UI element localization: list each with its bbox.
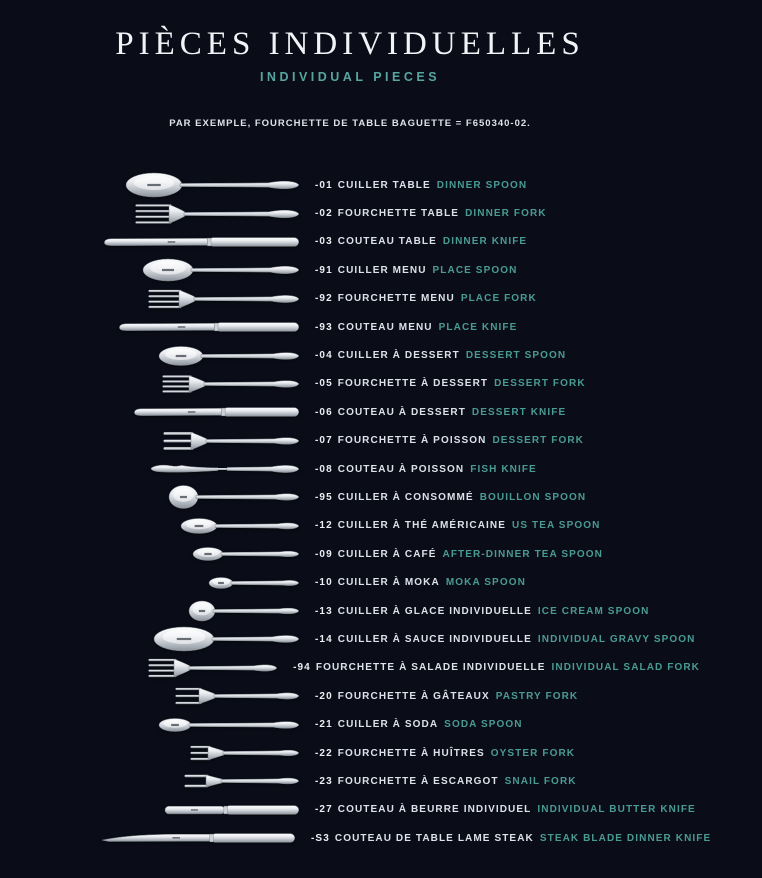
item-code: -22 — [315, 747, 333, 759]
cutlery-image-cell — [100, 739, 300, 767]
item-label — [315, 492, 586, 503]
item-code: -02 — [315, 208, 333, 220]
item-name-french: CUILLER À SODA — [337, 719, 439, 731]
steak-knife-icon — [100, 824, 296, 852]
item-name-french: COUTEAU À DESSERT — [337, 406, 466, 418]
item-code: -05 — [315, 378, 333, 390]
item-label — [315, 634, 695, 645]
list-item — [100, 625, 700, 653]
dessert-fork-icon — [162, 370, 300, 398]
item-name-french: COUTEAU MENU — [337, 321, 433, 333]
item-name-english: DESSERT SPOON — [465, 350, 567, 362]
item-code: -06 — [315, 406, 333, 418]
item-name-french: CUILLER À DESSERT — [337, 350, 460, 362]
list-item — [100, 568, 700, 596]
snail-fork-icon — [184, 767, 300, 795]
item-name-english: AFTER-DINNER TEA SPOON — [442, 548, 603, 560]
cutlery-image-cell — [100, 711, 300, 739]
item-name-french: CUILLER TABLE — [337, 179, 431, 191]
item-name-french: COUTEAU À POISSON — [337, 463, 465, 475]
item-code: -20 — [315, 690, 333, 702]
cutlery-image-cell — [100, 512, 300, 540]
gravy-spoon-icon — [153, 625, 300, 653]
item-name-french: FOURCHETTE À POISSON — [337, 435, 487, 447]
cutlery-image-cell — [100, 625, 300, 653]
item-code: -23 — [315, 775, 333, 787]
page-header — [0, 26, 700, 129]
item-name-french: CUILLER À GLACE INDIVIDUELLE — [337, 605, 532, 617]
item-name-english: INDIVIDUAL BUTTER KNIFE — [537, 804, 696, 816]
item-label — [293, 662, 700, 673]
item-name-french: FOURCHETTE À DESSERT — [337, 378, 489, 390]
cutlery-image-cell — [100, 597, 300, 625]
item-label — [315, 350, 566, 361]
list-item — [100, 767, 700, 795]
cutlery-image-cell — [100, 796, 300, 824]
cutlery-image-cell — [100, 313, 300, 341]
cutlery-image-cell — [100, 398, 300, 426]
item-name-french: CUILLER À CONSOMMÉ — [337, 491, 474, 503]
item-label — [315, 606, 649, 617]
item-name-english: ICE CREAM SPOON — [537, 605, 650, 617]
item-code: -07 — [315, 435, 333, 447]
item-code: -09 — [315, 548, 333, 560]
item-name-english: BOUILLON SPOON — [479, 491, 587, 503]
item-code: -04 — [315, 350, 333, 362]
item-name-english: DESSERT FORK — [492, 435, 584, 447]
cutlery-image-cell — [100, 455, 300, 483]
soda-spoon-icon — [158, 711, 300, 739]
place-spoon-icon — [142, 256, 300, 284]
item-name-english: MOKA SPOON — [445, 577, 526, 589]
dinner-knife-icon — [103, 228, 300, 256]
cutlery-image-cell — [100, 824, 296, 852]
item-name-english: FISH KNIFE — [470, 463, 537, 475]
item-code: -14 — [315, 633, 333, 645]
cutlery-image-cell — [100, 483, 300, 511]
page-title: PIÈCES INDIVIDUELLES — [115, 26, 585, 62]
item-code: -08 — [315, 463, 333, 475]
dinner-spoon-icon — [125, 171, 300, 199]
item-name-french: FOURCHETTE À GÂTEAUX — [337, 690, 490, 702]
list-item — [100, 256, 700, 284]
item-name-french: COUTEAU DE TABLE LAME STEAK — [334, 832, 534, 844]
cutlery-image-cell — [100, 285, 300, 313]
cutlery-image-cell — [100, 228, 300, 256]
cutlery-image-cell — [100, 171, 300, 199]
item-name-english: DINNER SPOON — [436, 179, 528, 191]
cutlery-image-cell — [100, 256, 300, 284]
list-item — [100, 171, 700, 199]
list-item — [100, 483, 700, 511]
item-label — [315, 265, 517, 276]
pieces-list — [0, 171, 712, 852]
item-name-french: COUTEAU TABLE — [337, 236, 437, 248]
after-dinner-tea-spoon-icon — [192, 540, 300, 568]
item-code: -13 — [315, 605, 333, 617]
item-label — [315, 435, 584, 446]
item-name-french: FOURCHETTE TABLE — [337, 208, 460, 220]
fish-fork-icon — [163, 427, 300, 455]
item-name-english: US TEA SPOON — [512, 520, 601, 532]
item-code: -S3 — [311, 832, 330, 844]
bouillon-spoon-icon — [168, 483, 300, 511]
ice-cream-spoon-icon — [188, 597, 300, 625]
butter-knife-icon — [164, 796, 300, 824]
item-label — [311, 833, 711, 844]
item-name-french: CUILLER À CAFÉ — [337, 548, 437, 560]
fish-knife-icon — [148, 455, 300, 483]
item-label — [315, 236, 527, 247]
moka-spoon-icon — [208, 569, 300, 597]
cutlery-image-cell — [100, 569, 300, 597]
list-item — [100, 796, 700, 824]
item-label — [315, 293, 537, 304]
item-name-english: PLACE FORK — [460, 293, 537, 305]
item-code: -92 — [315, 293, 333, 305]
dessert-spoon-icon — [158, 342, 300, 370]
list-item — [100, 199, 700, 227]
item-label — [315, 378, 586, 389]
item-name-french: CUILLER À THÉ AMÉRICAINE — [337, 520, 507, 532]
item-code: -03 — [315, 236, 333, 248]
item-name-french: FOURCHETTE MENU — [337, 293, 455, 305]
item-label — [315, 464, 537, 475]
item-label — [315, 520, 600, 531]
cutlery-image-cell — [100, 682, 300, 710]
list-item — [100, 398, 700, 426]
item-label — [315, 407, 566, 418]
cutlery-image-cell — [100, 540, 300, 568]
list-item — [100, 341, 700, 369]
item-label — [315, 208, 547, 219]
dessert-knife-icon — [133, 398, 300, 426]
item-label — [315, 577, 526, 588]
item-name-english: INDIVIDUAL SALAD FORK — [551, 662, 700, 674]
pastry-fork-icon — [175, 682, 300, 710]
item-name-english: DESSERT KNIFE — [471, 406, 567, 418]
dinner-fork-icon — [135, 200, 300, 228]
list-item — [100, 540, 700, 568]
place-knife-icon — [118, 313, 300, 341]
place-fork-icon — [148, 285, 300, 313]
list-item — [100, 597, 700, 625]
item-label — [315, 322, 517, 333]
oyster-fork-icon — [190, 739, 300, 767]
item-name-french: FOURCHETTE À HUÎTRES — [337, 747, 485, 759]
item-code: -91 — [315, 264, 333, 276]
item-name-english: PASTRY FORK — [495, 690, 579, 702]
item-label — [315, 748, 575, 759]
item-name-french: CUILLER MENU — [337, 264, 427, 276]
list-item — [100, 682, 700, 710]
item-name-english: PLACE KNIFE — [438, 321, 518, 333]
list-item — [100, 710, 700, 738]
list-item — [100, 285, 700, 313]
item-name-english: SNAIL FORK — [504, 775, 577, 787]
list-item — [100, 313, 700, 341]
cutlery-image-cell — [100, 767, 300, 795]
item-code: -12 — [315, 520, 333, 532]
cutlery-image-cell — [100, 654, 278, 682]
item-code: -93 — [315, 321, 333, 333]
example-note: PAR EXEMPLE, FOURCHETTE DE TABLE BAGUETTE = F650340-02. — [169, 118, 531, 129]
item-name-english: DINNER KNIFE — [442, 236, 528, 248]
item-name-english: DESSERT FORK — [494, 378, 586, 390]
list-item — [100, 427, 700, 455]
list-item — [100, 824, 712, 852]
page-subtitle: INDIVIDUAL PIECES — [259, 70, 441, 84]
item-code: -94 — [293, 662, 311, 674]
list-item — [100, 455, 700, 483]
list-item — [100, 370, 700, 398]
cutlery-image-cell — [100, 370, 300, 398]
item-name-english: DINNER FORK — [465, 208, 547, 220]
item-label — [315, 776, 577, 787]
item-label — [315, 719, 523, 730]
list-item — [100, 512, 700, 540]
item-name-english: SODA SPOON — [444, 719, 523, 731]
us-tea-spoon-icon — [180, 512, 300, 540]
item-name-english: INDIVIDUAL GRAVY SPOON — [537, 633, 696, 645]
item-code: -95 — [315, 491, 333, 503]
item-label — [315, 180, 527, 191]
item-code: -10 — [315, 577, 333, 589]
item-label — [315, 804, 696, 815]
item-label — [315, 691, 578, 702]
item-code: -21 — [315, 719, 333, 731]
list-item — [100, 654, 700, 682]
cutlery-image-cell — [100, 200, 300, 228]
item-name-french: CUILLER À SAUCE INDIVIDUELLE — [337, 633, 532, 645]
salad-fork-icon — [148, 654, 278, 682]
item-name-french: COUTEAU À BEURRE INDIVIDUEL — [337, 804, 532, 816]
list-item — [100, 228, 700, 256]
item-code: -01 — [315, 179, 333, 191]
item-name-french: FOURCHETTE À SALADE INDIVIDUELLE — [315, 662, 546, 674]
item-code: -27 — [315, 804, 333, 816]
item-name-english: STEAK BLADE DINNER KNIFE — [539, 832, 712, 844]
item-name-french: CUILLER À MOKA — [337, 577, 440, 589]
item-name-english: PLACE SPOON — [432, 264, 518, 276]
list-item — [100, 739, 700, 767]
cutlery-image-cell — [100, 427, 300, 455]
item-name-french: FOURCHETTE À ESCARGOT — [337, 775, 499, 787]
item-name-english: OYSTER FORK — [490, 747, 576, 759]
item-label — [315, 549, 603, 560]
cutlery-image-cell — [100, 342, 300, 370]
